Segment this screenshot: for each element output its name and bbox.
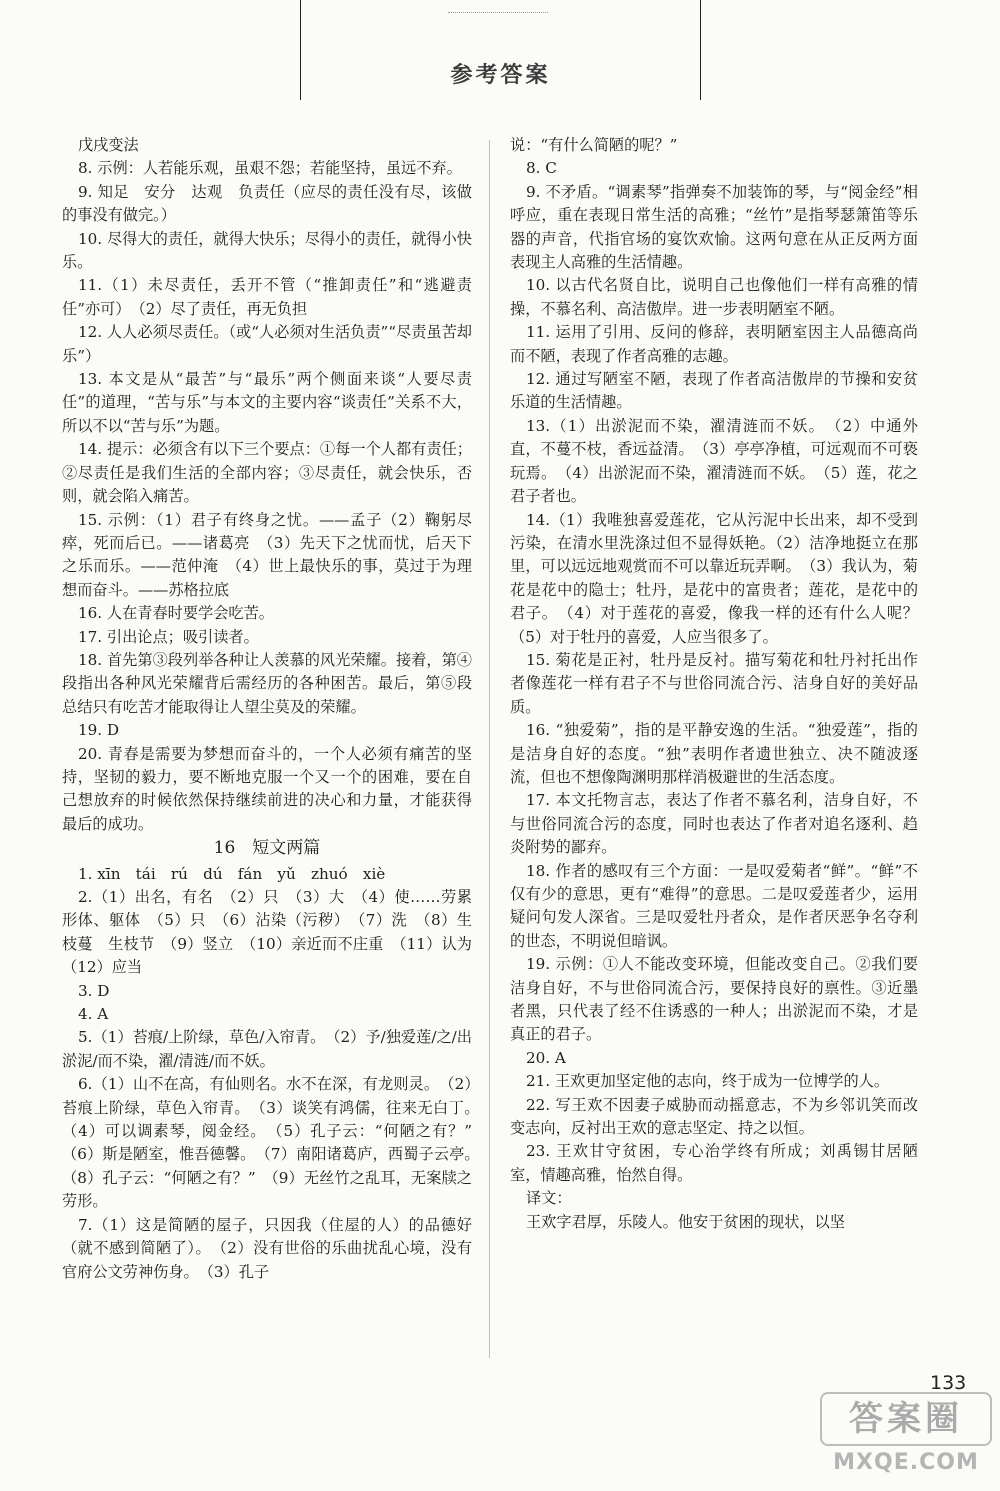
answer-paragraph: 3. D xyxy=(77,981,110,1000)
left-column xyxy=(62,134,488,1284)
answer-paragraph: 22. 写王欢不因妻子威胁而动摇意志，不为乡邻讥笑而改变志向，反衬出王欢的意志坚定、持之以恒。 xyxy=(510,1095,918,1138)
answer-paragraph: 6.（1）山不在高，有仙则名。水不在深，有龙则灵。 （2）苔痕上阶绿，草色入帘青。 （3）谈笑有鸿儒，往来无白丁。 （4）可以调素琴，阅金经。 （5）孔子云：“何陋之有？” （6）斯是陋室，惟吾德馨。 （7）南阳诸葛庐，西蜀子云亭。 （8）孔子云：“何陋之有？” （9）无丝竹之乱耳，无案牍之劳形。 xyxy=(62,1075,488,1211)
watermark-seal: 答案圈 xyxy=(820,1392,992,1446)
answer-paragraph: 13.（1）出淤泥而不染，濯清涟而不妖。 （2）中通外直，不蔓不枝，香远益清。 （3）亭亭净植，可远观而不可亵玩焉。 （4）出淤泥而不染，濯清涟而不妖。 （5）莲，花之君子者也。 xyxy=(510,416,918,506)
answer-paragraph: 19. D xyxy=(77,721,120,740)
header-dotted-rule xyxy=(448,12,548,19)
answer-paragraph: 20. 青春是需要为梦想而奋斗的，一个人必须有痛苦的坚持，坚韧的毅力，要不断地克服一个又一个的困难，要在自己想放弃的时候依然保持继续前进的决心和力量，才能获得最后的成功。 xyxy=(62,744,472,833)
answer-paragraph: 15. 示例：（1）君子有终身之忧。——孟子（2）鞠躬尽瘁，死而后已。——诸葛亮 （3）先天下之忧而忧，后天下之乐而乐。——范仲淹 （4）世上最快乐的事，莫过于为理想而奋斗。——苏格拉底 xyxy=(62,510,472,599)
answer-paragraph: 8. 示例：人若能乐观，虽艰不怨；若能坚持，虽远不弃。 xyxy=(77,159,462,178)
right-column xyxy=(510,134,934,1234)
answer-paragraph: 16. 人在青春时要学会吃苦。 xyxy=(77,604,274,623)
answer-paragraph: 18. 首先第③段列举各种让人羡慕的风光荣耀。接着，第④段指出各种风光荣耀背后需经历的各种困苦。最后，第⑤段总结只有吃苦才能取得让人望尘莫及的荣耀。 xyxy=(62,650,472,716)
answer-paragraph: 说：“有什么简陋的呢？” xyxy=(510,136,678,154)
answer-paragraph: 19. 示例：①人不能改变环境，但能改变自己。②我们要洁身自好，不与世俗同流合污，要保持良好的禀性。③近墨者黑，只代表了经不住诱惑的一种人；出淤泥而不染，才是真正的君子。 xyxy=(510,955,918,1044)
answer-paragraph: 11.（1）未尽责任，丢开不管（“推卸责任”和“逃避责任”亦可） （2）尽了责任，再无负担 xyxy=(62,276,472,318)
answer-paragraph: 王欢字君厚，乐陵人。他安于贫困的现状，以坚 xyxy=(525,1212,845,1231)
answer-paragraph: 12. 通过写陋室不陋，表现了作者高洁傲岸的节操和安贫乐道的生活情趣。 xyxy=(510,370,918,412)
answer-paragraph: 9. 不矛盾。“调素琴”指弹奏不加装饰的琴，与“阅金经”相呼应，重在表现日常生活的高雅；“丝竹”是指琴瑟箫笛等乐器的声音，代指官场的宴饮欢愉。这两句意在从正反两方面表现主人高雅的生活情趣。 xyxy=(510,182,918,272)
answer-paragraph: 17. 本文托物言志，表达了作者不慕名利，洁身自好，不与世俗同流合污的态度，同时也表达了作者对追名逐利、趋炎附势的鄙弃。 xyxy=(510,791,918,857)
answer-paragraph: 10. 尽得大的责任，就得大快乐；尽得小的责任，就得小快乐。 xyxy=(62,229,472,272)
answer-paragraph: 21. 王欢更加坚定他的志向，终于成为一位博学的人。 xyxy=(525,1072,890,1091)
answer-paragraph: 23. 王欢甘守贫困，专心治学终有所成；刘禹锡甘居陋室，情趣高雅，怡然自得。 xyxy=(510,1142,918,1184)
column-divider xyxy=(489,140,490,1358)
answer-paragraph: 1. xīn tái rú dú fán yǔ zhuó xiè xyxy=(77,864,386,883)
answer-paragraph: 14. 提示：必须含有以下三个要点：①每一个人都有责任；②尽责任是我们生活的全部内容；③尽责任，就会快乐，否则，就会陷入痛苦。 xyxy=(62,440,472,506)
section-title: 16 短文两篇 xyxy=(213,838,321,859)
answer-paragraph: 9. 知足 安分 达观 负责任（应尽的责任没有尽，该做的事没有做完。） xyxy=(62,182,472,225)
watermark-url: MXQE.COM xyxy=(833,1450,979,1475)
header-title: 参考答案 xyxy=(450,63,551,88)
answer-paragraph: 戊戌变法 xyxy=(77,136,139,154)
answer-paragraph: 5.（1）苔痕/上阶绿，草色/入帘青。 （2）予/独爱莲/之/出淤泥/而不染，濯/清涟/而不妖。 xyxy=(62,1028,472,1070)
answer-paragraph: 7.（1）这是简陋的屋子，只因我（住屋的人）的品德好（就不感到简陋了）。 （2）没有世俗的乐曲扰乱心境，没有官府公文劳神伤身。 （3）孔子 xyxy=(62,1215,472,1281)
answer-paragraph: 13. 本文是从“最苦”与“最乐”两个侧面来谈“人要尽责任”的道理，“苦与乐”与本文的主要内容“谈责任”关系不大，所以不以“苦与乐”为题。 xyxy=(62,370,472,435)
answer-paragraph: 11. 运用了引用、反问的修辞，表明陋室因主人品德高尚而不陋，表现了作者高雅的志趣。 xyxy=(510,323,918,365)
answer-paragraph: 18. 作者的感叹有三个方面：一是叹爱菊者“鲜”。“鲜”不仅有少的意思，更有“难得”的意思。二是叹爱莲者少，运用疑问句发人深省。三是叹爱牡丹者众，是作者厌恶争名夺利的世态，不明说但暗讽。 xyxy=(510,861,918,950)
answer-paragraph: 16. “独爱菊”，指的是平静安逸的生活。“独爱莲”，指的是洁身自好的态度。“独”表明作者遗世独立、决不随波逐流，但也不想像陶渊明那样消极避世的生活态度。 xyxy=(510,721,918,786)
page-header xyxy=(298,0,703,100)
answer-paragraph: 10. 以古代名贤自比，说明自己也像他们一样有高雅的情操，不慕名利、高洁傲岸。进一步表明陋室不陋。 xyxy=(510,276,918,318)
answer-paragraph: 译文： xyxy=(525,1189,572,1208)
answer-paragraph: 15. 菊花是正衬，牡丹是反衬。描写菊花和牡丹衬托出作者像莲花一样有君子不与世俗同流合污、洁身自好的美好品质。 xyxy=(510,650,918,716)
answer-paragraph: 2.（1）出名，有名 （2）只 （3）大 （4）使……劳累 形体、躯体 （5）只 （6）沾染（污秽） （7）洗 （8）生枝蔓 生枝节 （9）竖立 （10）亲近而不庄重 （11）认为 （12）应当 xyxy=(62,888,488,977)
watermark xyxy=(820,1392,990,1484)
page-number: 133 xyxy=(930,1372,967,1394)
answer-paragraph: 12. 人人必须尽责任。（或“人必须对生活负责”“尽责虽苦却乐”） xyxy=(62,323,472,365)
answer-paragraph: 17. 引出论点；吸引读者。 xyxy=(77,627,259,646)
answer-paragraph: 8. C xyxy=(525,159,557,178)
answer-paragraph: 14.（1）我唯独喜爱莲花，它从污泥中长出来，却不受到污染，在清水里洗涤过但不显得妖艳。（2）洁净地挺立在那里，可以远远地观赏而不可以靠近玩弄啊。 （3）我认为，菊花是花中的隐士；牡丹，是花中的富贵者；莲花，是花中的君子。 （4）对于莲花的喜爱，像我一样的还有什么人呢？ （5）对于牡丹的喜爱，人应当很多了。 xyxy=(510,510,934,646)
answer-paragraph: 4. A xyxy=(77,1005,109,1024)
answer-paragraph: 20. A xyxy=(525,1048,566,1067)
